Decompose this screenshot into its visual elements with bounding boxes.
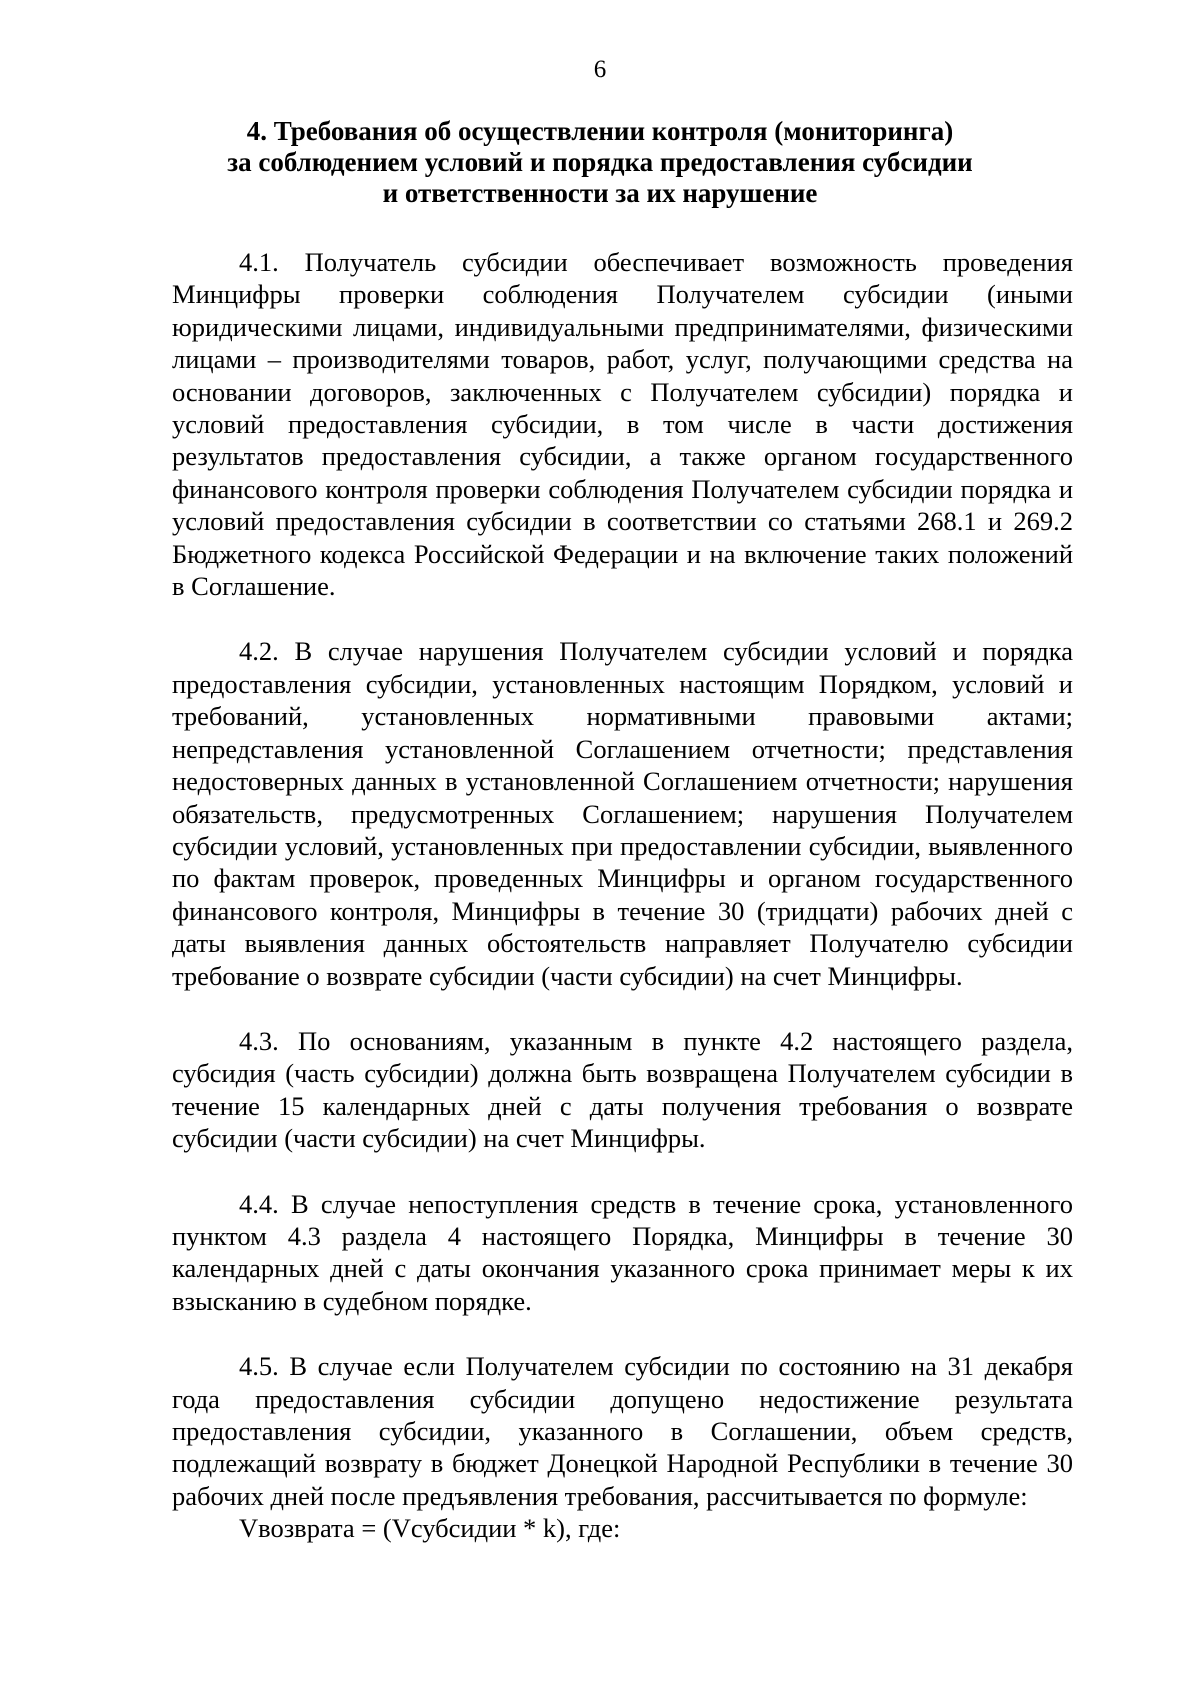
page-number: 6	[593, 56, 607, 83]
section-heading-line-1: 4. Требования об осуществлении контроля (мониторинга)	[246, 116, 954, 146]
paragraph-4-1: 4.1. Получатель субсидии обеспечивает возможность проведения Минцифры проверки соблюдения Получателем субсидии (иными юридическими лицами, индивидуальными предпринимателями, физическими лицами – производителями товаров, работ, услуг, получающими средства на основании договоров, заключенных с Получателем субсидии) порядка и условий предоставления субсидии, в том числе в части достижения результатов предоставления субсидии, а также органом государственного финансового контроля проверки соблюдения Получателем субсидии порядка и условий предоставления субсидии в соответствии со статьями 268.1 и 269.2 Бюджетного кодекса Российской Федерации и на включение таких положений в Соглашение.	[172, 247, 1073, 602]
paragraph-4-2: 4.2. В случае нарушения Получателем субсидии условий и порядка предоставления субсидии, установленных настоящим Порядком, условий и требований, установленных нормативными правовыми актами; непредставления установленной Соглашением отчетности; представления недостоверных данных в установленной Соглашением отчетности; нарушения обязательств, предусмотренных Соглашением; нарушения Получателем субсидии условий, установленных при предоставлении субсидии, выявленного по фактам проверок, проведенных Минцифры и органом государственного финансового контроля, Минцифры в течение 30 (тридцати) рабочих дней с даты выявления данных обстоятельств направляет Получателю субсидии требование о возврате субсидии (части субсидии) на счет Минцифры.	[172, 636, 1073, 991]
paragraph-4-4: 4.4. В случае непоступления средств в течение срока, установленного пунктом 4.3 раздела 4 настоящего Порядка, Минцифры в течение 30 календарных дней с даты окончания указанного срока принимает меры к их взысканию в судебном порядке.	[172, 1188, 1073, 1316]
section-heading-line-3: и ответственности за их нарушение	[382, 178, 818, 208]
section-heading	[150, 116, 1050, 209]
paragraph-4-3: 4.3. По основаниям, указанным в пункте 4.2 настоящего раздела, субсидия (часть субсидии) должна быть возвращена Получателем субсидии в течение 15 календарных дней с даты получения требования о возврате субсидии (части субсидии) на счет Минцифры.	[172, 1025, 1073, 1154]
formula-line: Vвозврата = (Vсубсидии * k), где:	[239, 1513, 621, 1544]
section-body	[172, 246, 1073, 1545]
section-heading-line-2: за соблюдением условий и порядка предоставления субсидии	[227, 147, 973, 177]
paragraph-4-5: 4.5. В случае если Получателем субсидии по состоянию на 31 декабря года предоставления субсидии допущено недостижение результата предоставления субсидии, указанного в Соглашении, объем средств, подлежащий возврату в бюджет Донецкой Народной Республики в течение 30 рабочих дней после предъявления требования, рассчитывается по формуле:	[172, 1351, 1073, 1511]
